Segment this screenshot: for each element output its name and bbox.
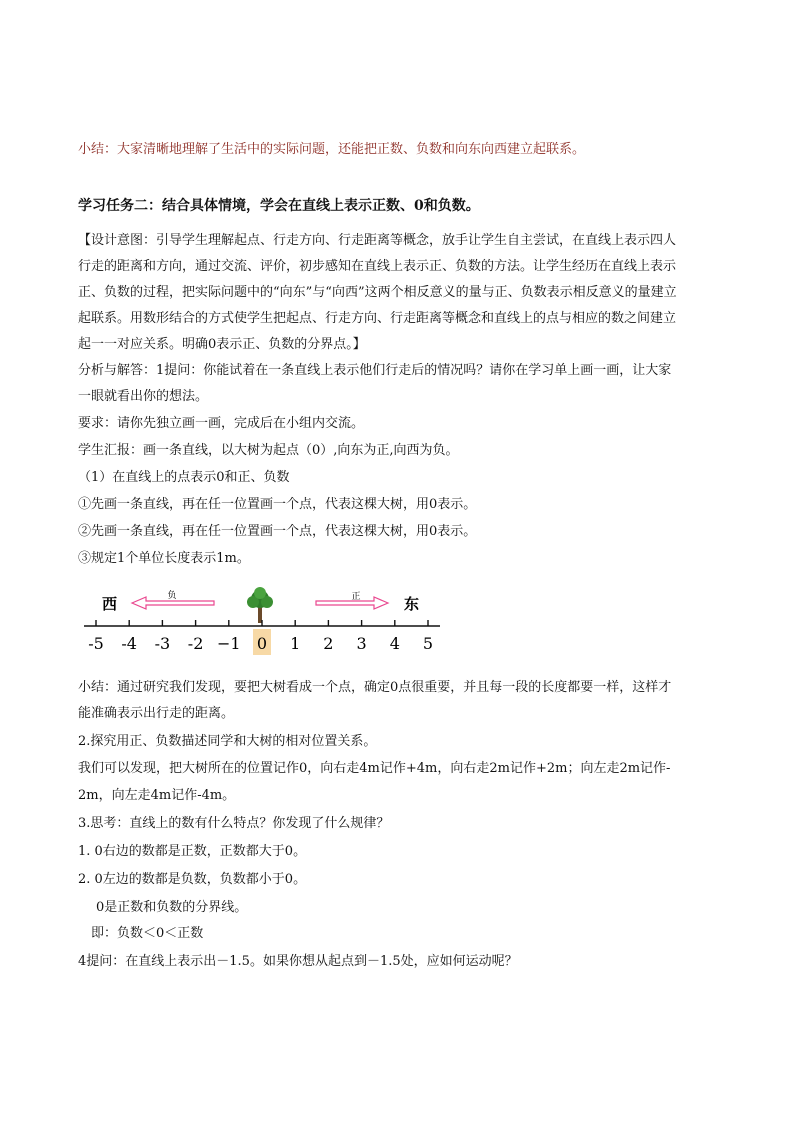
negative-direction-arrow [132,589,214,609]
explore-line-2: 我们可以发现，把大树所在的位置记作0，向右走4m记作+4m，向右走2m记作+2m；向左走2m记作- [78,761,671,776]
step-2: ②先画一条直线，再在任一位置画一个点，代表这棵大树，用0表示。 [78,524,477,539]
tick-label: 3 [356,634,367,653]
tick-label: -3 [154,634,171,653]
requirement-line: 要求：请你先独立画一画，完成后在小组内交流。 [78,416,365,431]
east-label: 东 [404,595,420,613]
summary2-line-2: 能准确表示出行走的距离。 [78,706,235,721]
tick-label: -5 [88,634,104,653]
tick-label: 5 [422,634,434,653]
analysis-line-2: 一眼就看出你的想法。 [78,389,209,404]
tick-label: 0 [256,634,268,653]
explore-line-6: 2. 0左边的数都是负数，负数都小于0。 [78,872,307,887]
explore-line-4: 3.思考：直线上的数有什么特点？你发现了什么规律？ [78,816,390,831]
inequality-line: 即：负数＜0＜正数 [91,926,204,941]
summary2-line-1: 小结：通过研究我们发现，要把大树看成一个点，确定0点很重要，并且每一段的长度都要一样，这样才 [78,680,672,695]
explore-line-1: 2.探究用正、负数描述同学和大树的相对位置关系。 [78,734,377,749]
tick-label: -4 [121,634,137,653]
tick-label: 1 [290,634,301,653]
design-intent-line-4: 起联系。用数形结合的方式使学生把起点、行走方向、行走距离等概念和直线上的点与相应的数之间建立 [78,311,677,326]
west-label: 西 [102,595,118,613]
design-intent-line-2: 行走的距离和方向，通过交流、评价，初步感知在直线上表示正、负数的方法。让学生经历在直线上表示 [78,259,677,274]
tick-label: 4 [389,634,400,653]
tick-group [96,620,428,626]
positive-label: 正 [351,592,361,602]
summary-line-1: 小结：大家清晰地理解了生活中的实际问题，还能把正数、负数和向东向西建立起联系。 [78,142,586,157]
positive-direction-arrow [316,591,388,609]
step-1: ①先画一条直线，再在任一位置画一个点，代表这棵大树，用0表示。 [78,497,477,512]
negative-label: 负 [167,591,177,601]
step-3: ③规定1个单位长度表示1m。 [78,551,250,566]
design-intent-line-1: 【设计意图：引导学生理解起点、行走方向、行走距离等概念，放手让学生自主尝试，在直线上表示四人 [78,233,677,248]
question4-line: 4提问：在直线上表示出－1.5。如果你想从起点到－1.5处，应如何运动呢？ [78,954,518,969]
analysis-line-1: 分析与解答：1提问：你能试着在一条直线上表示他们行走后的情况吗？请你在学习单上画一画，让大家 [78,363,672,378]
number-line-figure [84,585,444,660]
design-intent-line-3: 正、负数的过程，把实际问题中的“向东”与“向西”这两个相反意义的量与正、负数表示相反意义的量建立 [78,285,677,300]
tick-label: 2 [323,634,334,653]
design-intent-line-5: 起一一对应关系。明确0表示正、负数的分界点。】 [78,337,366,352]
boundary-line: 0是正数和负数的分界线。 [96,900,248,915]
tick-label: −1 [217,634,241,653]
task-heading: 学习任务二：结合具体情境，学会在直线上表示正数、0和负数。 [78,198,480,214]
explore-line-3: 2m，向左走4m记作-4m。 [78,788,236,803]
tree-icon [247,587,273,623]
tick-label: -2 [187,634,204,653]
explore-line-5: 1. 0右边的数都是正数，正数都大于0。 [78,844,307,859]
tick-label-group [88,629,433,655]
report-line: 学生汇报：画一条直线，以大树为起点（0）,向东为正,向西为负。 [78,443,459,458]
step-title: （1）在直线上的点表示0和正、负数 [78,470,290,485]
